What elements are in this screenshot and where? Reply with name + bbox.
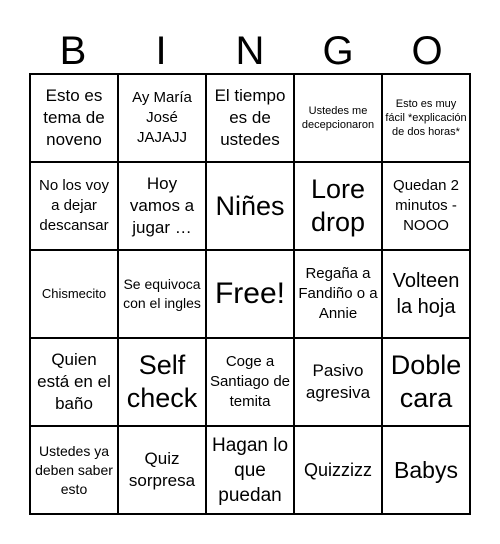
header-letter-b: B bbox=[59, 29, 87, 73]
cell-text: Chismecito bbox=[41, 286, 107, 301]
bingo-cell[interactable] bbox=[30, 74, 118, 162]
cell-text: Volteen la hoja bbox=[392, 270, 460, 318]
free-space-label: Free! bbox=[214, 277, 286, 310]
cell-text: Ay María José JAJAJJ bbox=[132, 89, 192, 146]
bingo-cell[interactable] bbox=[382, 426, 470, 514]
cell-text: Quedan 2 minutos -NOOO bbox=[393, 177, 459, 234]
bingo-cell[interactable] bbox=[118, 250, 206, 338]
bingo-header bbox=[29, 28, 471, 74]
bingo-cell[interactable] bbox=[118, 162, 206, 250]
cell-text: Ustedes me decepcionaron bbox=[301, 105, 375, 131]
bingo-card-grid bbox=[29, 73, 471, 515]
bingo-cell[interactable] bbox=[382, 162, 470, 250]
cell-text: Pasivo agresiva bbox=[305, 361, 371, 402]
cell-text: Ustedes ya deben saber esto bbox=[35, 442, 113, 497]
bingo-cell[interactable] bbox=[206, 74, 294, 162]
bingo-cell[interactable] bbox=[294, 162, 382, 250]
cell-text: Babys bbox=[394, 457, 458, 483]
cell-text: Esto es tema de noveno bbox=[43, 86, 105, 149]
cell-text: Quiz sorpresa bbox=[128, 449, 196, 490]
bingo-cell[interactable] bbox=[382, 250, 470, 338]
cell-text: Se equivoca con el ingles bbox=[123, 276, 201, 311]
bingo-cell[interactable] bbox=[30, 250, 118, 338]
cell-text: Lore drop bbox=[310, 174, 366, 237]
cell-text: Hagan lo que puedan bbox=[211, 434, 289, 506]
bingo-cell[interactable] bbox=[118, 74, 206, 162]
cell-text: Quizzizz bbox=[303, 460, 372, 480]
bingo-cell[interactable] bbox=[118, 338, 206, 426]
bingo-cell[interactable] bbox=[294, 250, 382, 338]
bingo-cell[interactable] bbox=[206, 162, 294, 250]
bingo-cell[interactable] bbox=[382, 338, 470, 426]
cell-text: Self check bbox=[126, 350, 198, 413]
cell-text: Regaña a Fandiño o a Annie bbox=[298, 265, 378, 322]
bingo-cell[interactable] bbox=[206, 338, 294, 426]
free-space-cell[interactable] bbox=[206, 250, 294, 338]
bingo-cell[interactable] bbox=[118, 426, 206, 514]
cell-text: Hoy vamos a jugar … bbox=[129, 174, 195, 237]
bingo-cell[interactable] bbox=[30, 338, 118, 426]
bingo-cell[interactable] bbox=[30, 162, 118, 250]
cell-text: El tiempo es de ustedes bbox=[214, 86, 286, 149]
bingo-cell[interactable] bbox=[294, 426, 382, 514]
header-letter-g: G bbox=[322, 29, 354, 73]
cell-text: Coge a Santiago de temita bbox=[209, 353, 291, 410]
header-letter-o: O bbox=[411, 29, 443, 73]
bingo-cell[interactable] bbox=[206, 426, 294, 514]
bingo-cell[interactable] bbox=[30, 426, 118, 514]
cell-text: Quien está en el baño bbox=[37, 350, 111, 413]
cell-text: No los voy a dejar descansar bbox=[38, 177, 110, 234]
header-letter-n: N bbox=[235, 29, 265, 73]
header-letter-i: I bbox=[155, 29, 167, 73]
bingo-cell[interactable] bbox=[382, 74, 470, 162]
cell-text: Esto es muy fácil *explicación de dos horas* bbox=[385, 98, 467, 138]
bingo-cell[interactable] bbox=[294, 74, 382, 162]
cell-text: Niñes bbox=[215, 190, 285, 221]
cell-text: Doble cara bbox=[390, 350, 462, 413]
bingo-cell[interactable] bbox=[294, 338, 382, 426]
